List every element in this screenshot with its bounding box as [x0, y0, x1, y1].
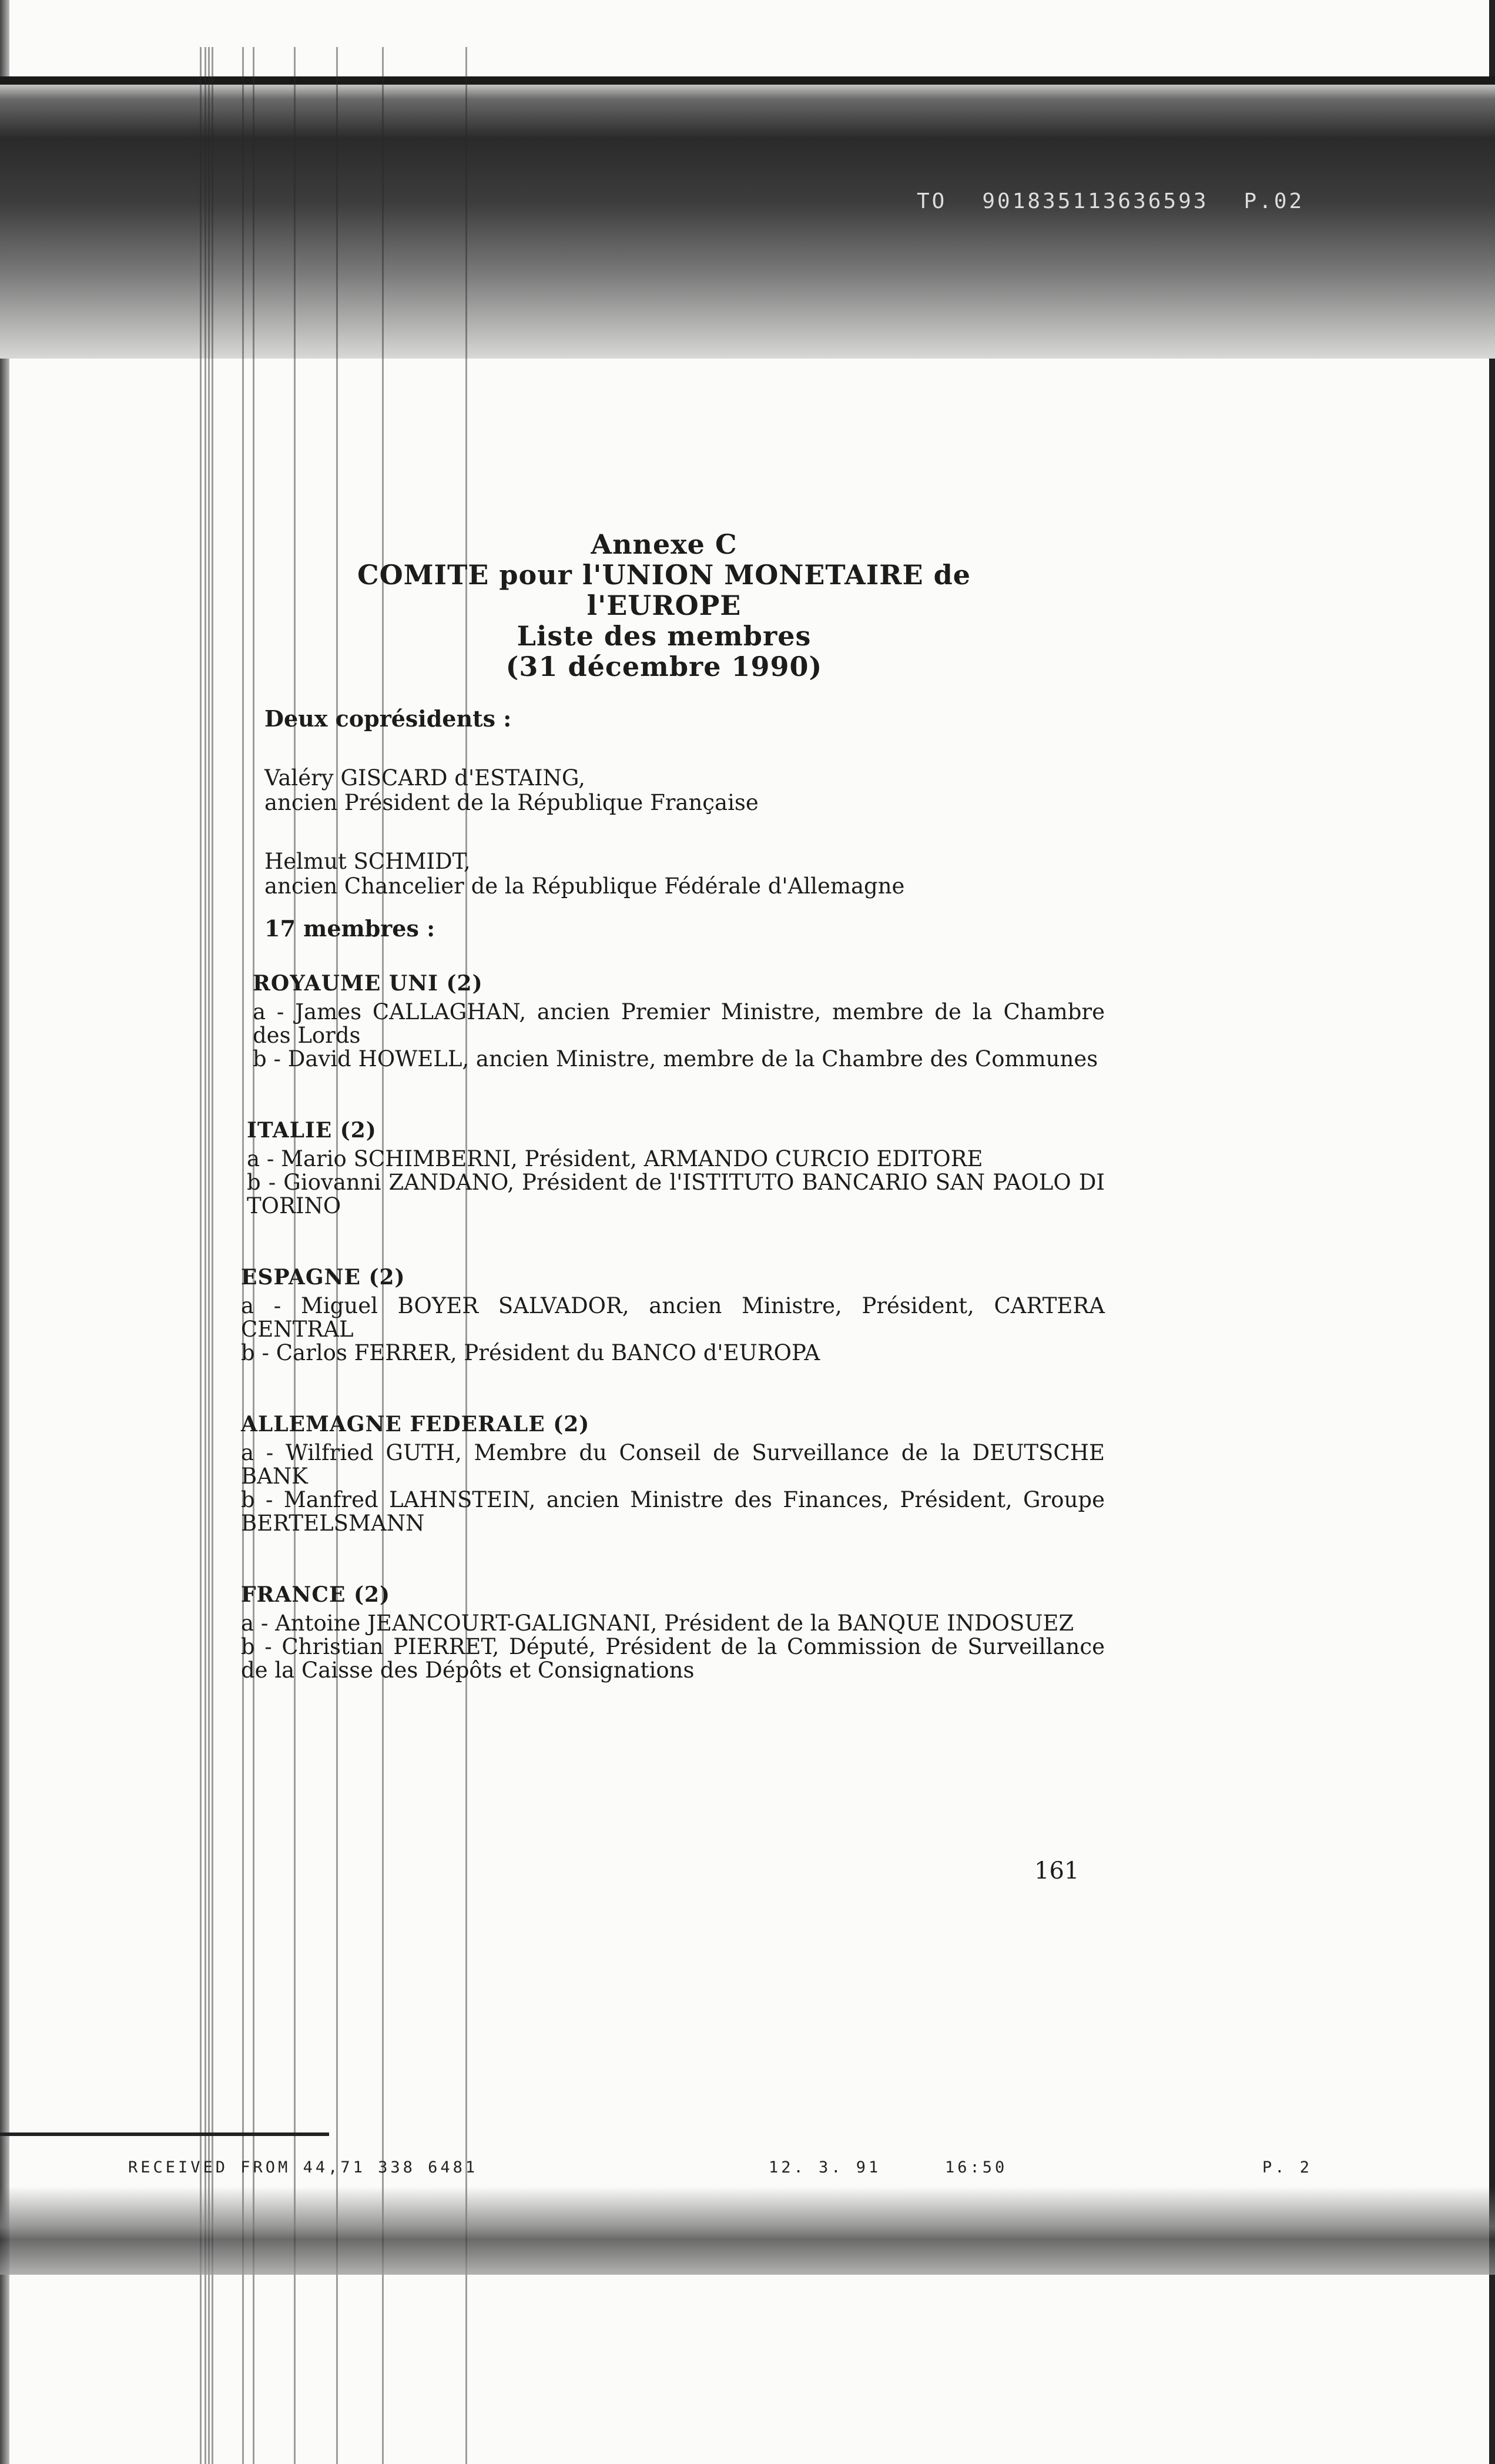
copresident-1-role: ancien Président de la République Française — [264, 790, 759, 815]
member-entry: b - Carlos FERRER, Président du BANCO d'EUROPA — [241, 1340, 820, 1365]
member-entry: b - Christian PIERRET, Député, Président de la Commission de Surveillance de la Caisse des Dépôts et Consignations — [241, 1634, 1105, 1683]
fax-to-number: 901835113636593 — [982, 189, 1209, 213]
copresidents-heading: Deux coprésidents : — [264, 705, 512, 732]
member-entry: a - Antoine JEANCOURT-GALIGNANI, Président de la BANQUE INDOSUEZ — [241, 1611, 1074, 1636]
country-royaume-uni — [253, 971, 1105, 1071]
fax-time: 16:50 — [945, 2158, 1008, 2177]
document-body — [241, 529, 1105, 1682]
fax-footer-rule — [0, 2132, 329, 2136]
members-heading: 17 membres : — [264, 915, 435, 942]
member-entry: b - Giovanni ZANDANO, Président de l'ISTITUTO BANCARIO SAN PAOLO DI TORINO — [247, 1170, 1105, 1218]
copresident-2-role: ancien Chancelier de la République Fédérale d'Allemagne — [264, 873, 905, 899]
title-date: (31 décembre 1990) — [505, 651, 823, 682]
document-title — [317, 529, 1011, 682]
fax-footer-band — [0, 2187, 1495, 2275]
country-heading: FRANCE (2) — [241, 1582, 391, 1607]
fax-date: 12. 3. 91 — [769, 2158, 881, 2177]
country-italie — [247, 1118, 1105, 1218]
member-entry: a - Miguel BOYER SALVADOR, ancien Ministre, Président, CARTERA CENTRAL — [241, 1293, 1105, 1342]
fax-header-page: P.02 — [1243, 189, 1305, 213]
country-allemagne — [241, 1412, 1105, 1535]
member-entry: b - Manfred LAHNSTEIN, ancien Ministre des Finances, Président, Groupe BERTELSMANN — [241, 1487, 1105, 1536]
fax-right-edge — [1489, 0, 1495, 2464]
member-entry: b - David HOWELL, ancien Ministre, membre de la Chambre des Communes — [253, 1046, 1098, 1072]
country-heading: ITALIE (2) — [247, 1118, 377, 1143]
copresident-1-name: Valéry GISCARD d'ESTAING, — [264, 765, 585, 791]
copresidents-section — [264, 705, 1105, 942]
country-espagne — [241, 1265, 1105, 1365]
country-france — [241, 1582, 1105, 1682]
fax-left-edge — [0, 0, 9, 2464]
fax-received-from: RECEIVED FROM 44,71 338 6481 — [128, 2158, 478, 2177]
country-heading: ESPAGNE (2) — [241, 1265, 405, 1290]
country-heading: ROYAUME UNI (2) — [253, 971, 483, 996]
member-entry: a - Mario SCHIMBERNI, Président, ARMANDO CURCIO EDITORE — [247, 1146, 983, 1171]
title-list: Liste des membres — [517, 620, 812, 652]
fax-to-label: TO — [917, 189, 947, 213]
member-entry: a - Wilfried GUTH, Membre du Conseil de Surveillance de la DEUTSCHE BANK — [241, 1440, 1105, 1489]
page-number: 161 — [1034, 1857, 1080, 1884]
member-entry: a - James CALLAGHAN, ancien Premier Ministre, membre de la Chambre des Lords — [253, 999, 1105, 1048]
fax-footer-page: P. 2 — [1262, 2158, 1313, 2177]
copresident-2-name: Helmut SCHMIDT, — [264, 849, 471, 874]
fax-header-text — [917, 189, 1304, 213]
title-annex: Annexe C — [591, 528, 738, 560]
country-heading: ALLEMAGNE FEDERALE (2) — [241, 1412, 590, 1437]
title-committee: COMITE pour l'UNION MONETAIRE de l'EUROPE — [357, 559, 971, 621]
